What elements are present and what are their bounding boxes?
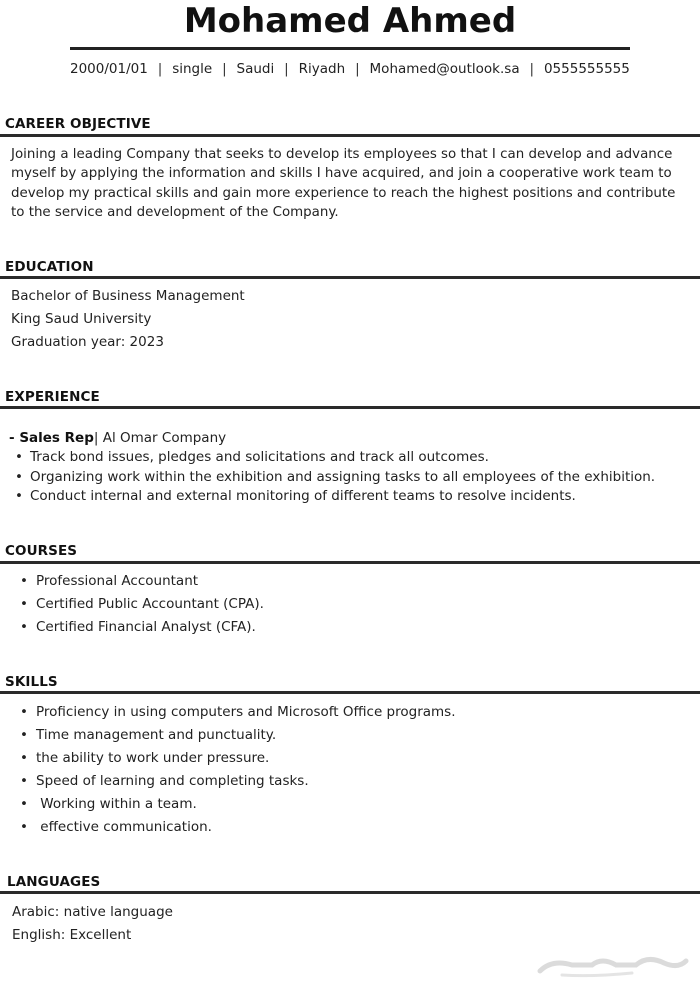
degree: Bachelor of Business Management xyxy=(11,288,245,304)
career-objective-heading: CAREER OBJECTIVE xyxy=(5,116,151,132)
phone: 0555555555 xyxy=(543,61,630,77)
list-item-text: Professional Accountant xyxy=(36,573,199,589)
list-item-text: Certified Financial Analyst (CFA). xyxy=(36,619,256,635)
list-item-text: Time management and punctuality. xyxy=(36,727,277,743)
contact-separator: | xyxy=(355,61,360,77)
bullet-icon: • xyxy=(15,468,23,485)
bullet-icon: • xyxy=(20,819,28,835)
watermark-logo-icon xyxy=(532,951,692,979)
list-item-text: the ability to work under pressure. xyxy=(36,750,270,766)
list-item-text: Track bond issues, pledges and solicitations and track all outcomes. xyxy=(30,449,489,465)
list-item xyxy=(20,616,264,639)
list-item-text: Speed of learning and completing tasks. xyxy=(36,773,309,789)
list-item xyxy=(20,701,456,724)
contact-line xyxy=(70,59,630,79)
bullet-icon: • xyxy=(20,750,28,766)
bullet-icon: • xyxy=(20,619,28,635)
bullet-icon: • xyxy=(20,796,28,812)
list-item xyxy=(20,747,456,770)
language-arabic: Arabic: native language xyxy=(12,904,173,920)
job-title-line xyxy=(9,429,226,448)
list-item-text: Certified Public Accountant (CPA). xyxy=(36,596,264,612)
university: King Saud University xyxy=(11,311,152,327)
skills-list xyxy=(20,701,456,839)
list-item xyxy=(15,468,655,488)
list-item xyxy=(15,448,655,468)
birth-date: 2000/01/01 xyxy=(70,61,148,77)
contact-separator: | xyxy=(157,61,163,77)
city: Riyadh xyxy=(298,61,346,77)
section-divider xyxy=(0,691,700,694)
contact-separator: | xyxy=(529,61,535,77)
bullet-icon: • xyxy=(15,449,23,465)
list-item-text: Organizing work within the exhibition and assigning tasks to all employees of the exhibition. xyxy=(30,468,656,485)
list-item xyxy=(20,793,456,816)
list-item-text: effective communication. xyxy=(36,819,212,835)
bullet-icon: • xyxy=(20,596,28,612)
section-divider xyxy=(0,134,700,137)
graduation-year: Graduation year: 2023 xyxy=(11,334,164,350)
career-objective-text: Joining a leading Company that seeks to develop its employees so that I can develop and advance myself by applying the information and skills I have acquired, and join a cooperative work team to develop my practical skills and gain more experience to reach the highest positions and contribute to the service and development of the Company. xyxy=(11,147,676,220)
list-item xyxy=(20,593,264,616)
list-item xyxy=(20,770,456,793)
list-item xyxy=(15,487,655,507)
list-item xyxy=(20,724,456,747)
job-role-prefix: - xyxy=(9,430,20,446)
education-heading: EDUCATION xyxy=(5,259,94,275)
skills-heading: SKILLS xyxy=(5,674,58,690)
contact-separator: | xyxy=(284,61,289,77)
bullet-icon: • xyxy=(20,704,28,720)
list-item xyxy=(20,816,456,839)
bullet-icon: • xyxy=(15,488,23,504)
name-divider xyxy=(70,47,630,50)
email: Mohamed@outlook.sa xyxy=(369,61,520,77)
education-list xyxy=(11,285,691,354)
section-divider xyxy=(0,561,700,564)
list-item xyxy=(20,570,264,593)
courses-list xyxy=(20,570,264,639)
bullet-icon: • xyxy=(20,727,28,743)
languages-heading: LANGUAGES xyxy=(7,874,101,890)
bullet-icon: • xyxy=(20,573,28,589)
job-role: Sales Rep xyxy=(19,430,94,446)
section-divider xyxy=(0,276,700,279)
section-divider xyxy=(0,891,700,894)
nationality: Saudi xyxy=(236,61,275,77)
experience-heading: EXPERIENCE xyxy=(5,389,100,405)
marital-status: single xyxy=(172,61,213,77)
courses-heading: COURSES xyxy=(5,543,78,559)
resume-name: Mohamed Ahmed xyxy=(183,1,517,41)
list-item-text: Conduct internal and external monitoring of different teams to resolve incidents. xyxy=(30,488,576,504)
list-item-text: Proficiency in using computers and Microsoft Office programs. xyxy=(36,704,456,720)
job-company: | Al Omar Company xyxy=(93,430,227,446)
section-divider xyxy=(0,406,700,409)
experience-bullets xyxy=(15,448,655,507)
language-english: English: Excellent xyxy=(12,927,132,943)
languages-list xyxy=(12,901,692,947)
bullet-icon: • xyxy=(20,773,28,789)
contact-separator: | xyxy=(222,61,227,77)
list-item-text: Working within a team. xyxy=(36,796,197,812)
